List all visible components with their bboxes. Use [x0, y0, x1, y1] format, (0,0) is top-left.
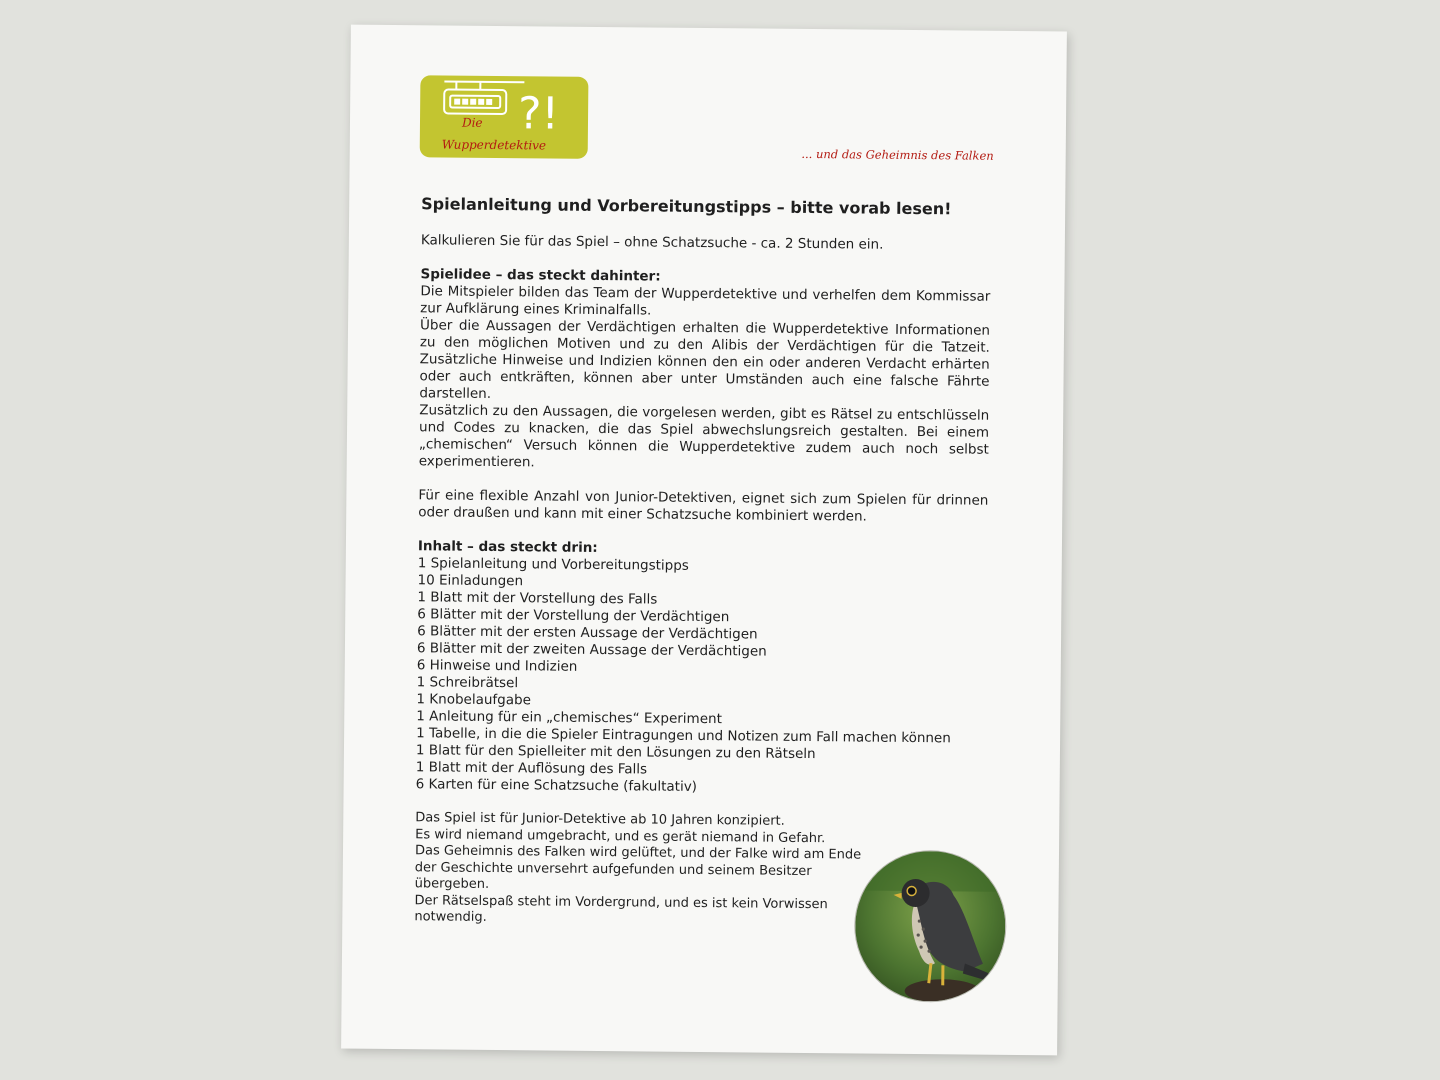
wupperdetektive-logo	[420, 75, 589, 159]
list-item: 1 Spielanleitung und Vorbereitungstipps	[417, 555, 689, 574]
list-item: 1 Schreibrätsel	[416, 674, 519, 692]
document-sheet	[341, 25, 1067, 1056]
duration-text: Kalkulieren Sie für das Spiel – ohne Schatzsuche - ca. 2 Stunden ein.	[420, 232, 884, 253]
list-item: 6 Hinweise und Indizien	[416, 657, 578, 675]
logo-text-die: Die	[461, 115, 483, 130]
list-item: 1 Blatt mit der Vorstellung des Falls	[417, 589, 658, 608]
falcon-image	[855, 850, 1006, 1001]
list-item: 6 Blätter mit der Vorstellung der Verdächtigen	[417, 606, 730, 626]
closing-line: Das Geheimnis des Falken wird gelüftet, und der Falke wird am Ende der Geschichte unversehrt aufgefunden und seinem Besitzer übergeben.	[414, 843, 862, 892]
document-body	[414, 195, 991, 931]
flex-text: Für eine flexible Anzahl von Junior-Detektiven, eignet sich zum Spielen für drinnen oder draußen und kann mit einer Schatzsuche kombiniert werden.	[418, 487, 989, 525]
closing-line: Der Rätselspaß steht im Vordergrund, und es ist kein Vorwissen notwendig.	[414, 892, 828, 925]
contents-heading: Inhalt – das steckt drin:	[417, 538, 598, 556]
falcon-photo	[854, 849, 1007, 1002]
list-item: 1 Knobelaufgabe	[416, 691, 532, 709]
list-item: 1 Blatt für den Spielleiter mit den Lösungen zu den Rätseln	[415, 742, 816, 763]
list-item: 6 Karten für eine Schatzsuche (fakultativ)	[415, 776, 698, 795]
closing-line: Es wird niemand umgebracht, und es gerät niemand in Gefahr.	[415, 826, 826, 846]
list-item: 6 Blätter mit der zweiten Aussage der Verdächtigen	[416, 640, 767, 660]
subtitle: ... und das Geheimnis des Falken	[801, 146, 994, 163]
list-item: 10 Einladungen	[417, 572, 524, 590]
list-item: 1 Tabelle, in die die Spieler Eintragungen und Notizen zum Fall machen können	[416, 725, 951, 747]
list-item: 1 Blatt mit der Auflösung des Falls	[415, 759, 648, 778]
list-item: 6 Blätter mit der ersten Aussage der Verdächtigen	[417, 623, 758, 643]
svg-text:?!: ?!	[517, 88, 560, 140]
closing-notes	[414, 810, 865, 930]
contents-list	[416, 555, 988, 798]
page-title: Spielanleitung und Vorbereitungstipps – bitte vorab lesen!	[421, 194, 952, 219]
idea-paragraph-2: Über die Aussagen der Verdächtigen erhalten die Wupperdetektive Informationen zu den möglichen Motiven und zu den Alibis der Verdächtigen für die Tatzeit. Zusätzliche Hinweise und Indizien können den ein oder anderen Verdacht erhärten oder auch entkräften, können aber unter Umständen auch eine falsche Fährte darstellen.	[419, 317, 991, 402]
idea-paragraph-1: Die Mitspieler bilden das Team der Wupperdetektive und verhelfen dem Kommissar zur Aufklärung eines Kriminalfalls.	[420, 283, 991, 319]
logo-text-name: Wupperdetektive	[441, 137, 547, 153]
list-item: 1 Anleitung für ein „chemisches“ Experiment	[416, 708, 722, 728]
idea-heading: Spielidee – das steckt dahinter:	[420, 266, 661, 285]
closing-line: Das Spiel ist für Junior-Detektive ab 10 Jahren konzipiert.	[415, 810, 785, 829]
idea-paragraph-3: Zusätzlich zu den Aussagen, die vorgelesen werden, gibt es Rätsel zu entschlüsseln und Codes zu knacken, die das Spiel abwechslungsreich gestalten. Bei einem „chemischen“ Versuch können die Wupperdetektive zudem auch noch selbst experimentieren.	[418, 402, 990, 471]
